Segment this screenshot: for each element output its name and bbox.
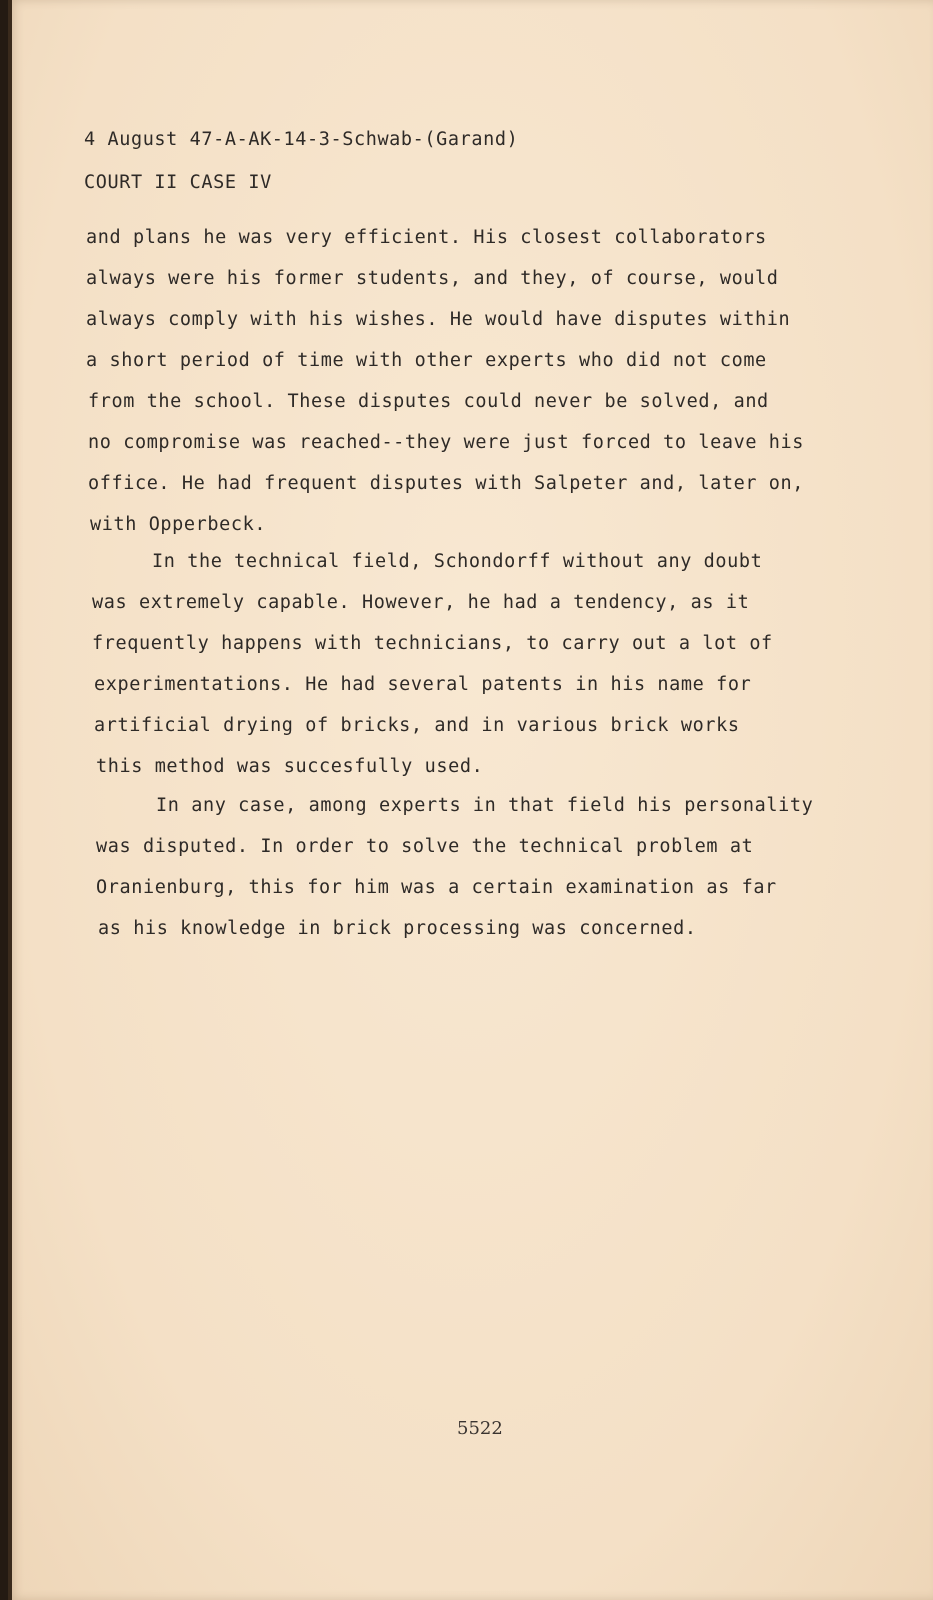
binding-edge [8, 0, 12, 1600]
body-line: this method was succesfully used. [96, 756, 484, 777]
body-line: artificial drying of bricks, and in various brick works [94, 715, 740, 736]
body-line: always comply with his wishes. He would have disputes within [86, 309, 791, 330]
body-line: was extremely capable. However, he had a tendency, as it [92, 592, 750, 613]
body-line: In the technical field, Schondorff without any doubt [152, 551, 763, 572]
header-court-case: COURT II CASE IV [84, 172, 272, 193]
body-line: with Opperbeck. [90, 514, 267, 535]
body-line: In any case, among experts in that field his personality [156, 795, 814, 816]
body-line: frequently happens with technicians, to carry out a lot of [92, 633, 773, 654]
header-reference: 4 August 47-A-AK-14-3-Schwab-(Garand) [84, 129, 519, 150]
body-line: always were his former students, and they, of course, would [86, 268, 779, 289]
body-line: as his knowledge in brick processing was concerned. [98, 918, 697, 939]
body-line: and plans he was very efficient. His closest collaborators [86, 227, 767, 248]
body-line: no compromise was reached--they were just forced to leave his [88, 432, 805, 453]
body-line: experimentations. He had several patents in his name for [94, 674, 752, 695]
document-page [8, 0, 933, 1600]
body-line: office. He had frequent disputes with Salpeter and, later on, [88, 473, 805, 494]
body-line: from the school. These disputes could never be solved, and [88, 391, 769, 412]
body-line: Oranienburg, this for him was a certain examination as far [96, 877, 777, 898]
body-line: was disputed. In order to solve the technical problem at [96, 836, 754, 857]
body-line: a short period of time with other experts who did not come [86, 350, 767, 371]
page-number: 5522 [457, 1418, 503, 1439]
